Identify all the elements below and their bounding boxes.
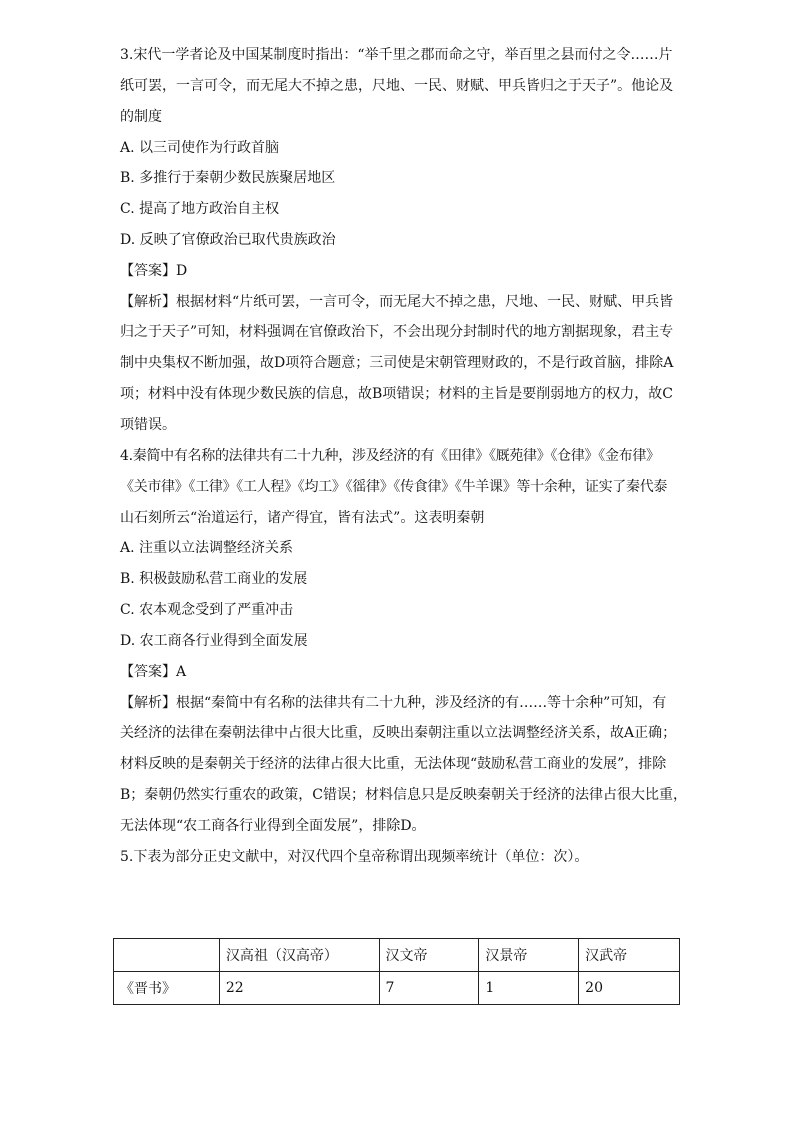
q3-analysis-line-3: 制中央集权不断加强，故D项符合题意；三司使是宋朝管理财政的，不是行政首脑，排除A xyxy=(120,355,674,371)
q4-stem-line-1: 4.秦简中有名称的法律共有二十九种，涉及经济的有《田律》《厩苑律》《仓律》《金布律》 xyxy=(120,448,660,464)
table-row xyxy=(114,972,680,1005)
q3-answer: 【答案】D xyxy=(120,263,188,279)
q4-option-a: A. 注重以立法调整经济关系 xyxy=(120,540,294,556)
table-header-cell: 汉武帝 xyxy=(579,939,680,972)
table-cell: 1 xyxy=(479,972,579,1005)
q3-stem-line-2: 纸可罢，一言可令，而无尾大不掉之患，尺地、一民、财赋、甲兵皆归之于天子”。他论及 xyxy=(120,78,674,94)
table-header-cell xyxy=(114,939,220,972)
q3-option-c: C. 提高了地方政治自主权 xyxy=(120,201,280,217)
table-cell: 22 xyxy=(219,972,379,1005)
q4-option-c: C. 农本观念受到了严重冲击 xyxy=(120,602,294,618)
q4-stem-line-3: 山石刻所云“治道运行，诸产得宜，皆有法式”。这表明秦朝 xyxy=(120,510,485,526)
table-header-cell: 汉文帝 xyxy=(379,939,479,972)
q3-analysis-line-2: 归之于天子”可知，材料强调在官僚政治下，不会出现分封制时代的地方割据现象，君主专 xyxy=(120,324,674,340)
q3-analysis-line-1: 【解析】根据材料“片纸可罢，一言可令，而无尾大不掉之患，尺地、一民、财赋、甲兵皆 xyxy=(120,294,674,310)
q4-analysis-line-1: 【解析】根据“秦简中有名称的法律共有二十九种，涉及经济的有……等十余种”可知，有 xyxy=(120,695,667,711)
q4-analysis-line-2: 关经济的法律在秦朝法律中占很大比重，反映出秦朝注重以立法调整经济关系，故A正确； xyxy=(120,725,677,741)
q5-stem: 5.下表为部分正史文献中，对汉代四个皇帝称谓出现频率统计（单位：次）。 xyxy=(120,849,589,865)
q4-option-d: D. 农工商各行业得到全面发展 xyxy=(120,633,308,649)
q4-option-b: B. 积极鼓励私营工商业的发展 xyxy=(120,571,308,587)
table-header-cell: 汉高祖（汉高帝） xyxy=(219,939,379,972)
table-cell: 20 xyxy=(579,972,680,1005)
q4-answer: 【答案】A xyxy=(120,664,187,680)
q3-analysis-line-5: 项错误。 xyxy=(120,417,176,433)
table-cell: 《晋书》 xyxy=(114,972,220,1005)
q4-analysis-line-5: 无法体现“农工商各行业得到全面发展”，排除D。 xyxy=(120,818,426,834)
table-cell: 7 xyxy=(379,972,479,1005)
q3-stem-line-3: 的制度 xyxy=(120,109,162,125)
q3-stem-line-1: 3.宋代一学者论及中国某制度时指出：“举千里之郡而命之守，举百里之县而付之令……片 xyxy=(120,47,673,63)
q3-option-d: D. 反映了官僚政治已取代贵族政治 xyxy=(120,232,336,248)
q3-analysis-line-4: 项；材料中没有体现少数民族的信息，故B项错误；材料的主旨是要削弱地方的权力，故C xyxy=(120,386,673,402)
table-header-row xyxy=(114,939,680,972)
q4-analysis-line-4: B；秦朝仍然实行重农的政策，C错误；材料信息只是反映秦朝关于经济的法律占很大比重， xyxy=(120,787,687,803)
emperor-mention-table xyxy=(113,938,680,1005)
q3-option-a: A. 以三司使作为行政首脑 xyxy=(120,140,280,156)
q4-analysis-line-3: 材料反映的是秦朝关于经济的法律占很大比重，无法体现“鼓励私营工商业的发展”，排除 xyxy=(120,756,667,772)
q3-option-b: B. 多推行于秦朝少数民族聚居地区 xyxy=(120,170,336,186)
table-header-cell: 汉景帝 xyxy=(479,939,579,972)
q4-stem-line-2: 《关市律》《工律》《工人程》《均工》《徭律》《传食律》《牛羊课》等十余种，证实了秦代泰 xyxy=(120,479,668,495)
